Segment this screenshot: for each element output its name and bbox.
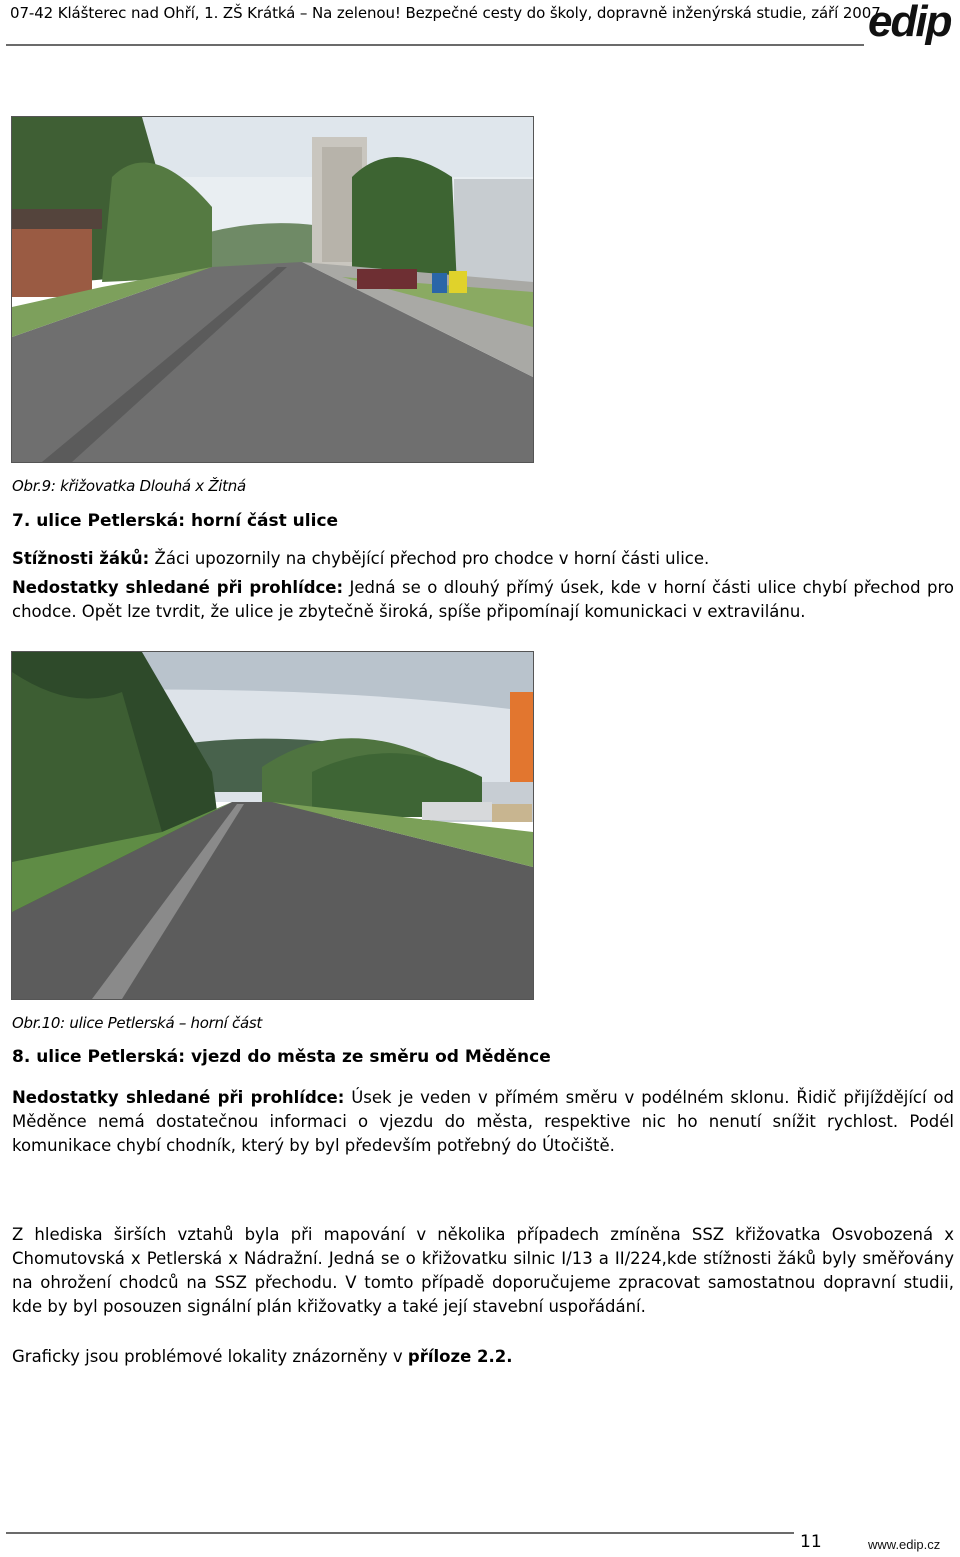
deficiencies-label: Nedostatky shledané při prohlídce: <box>12 1088 345 1107</box>
header-divider <box>6 44 864 46</box>
appendix-text: Graficky jsou problémové lokality znázorněny v <box>12 1347 408 1366</box>
paragraph-wider-relations: Z hlediska širších vztahů byla při mapování v několika případech zmíněna SSZ křižovatka Osvobozená x Chomutovská x Petlerská x Nádražní. Jedná se o křižovatku silnic I/13 a II/224,kde stížnosti žáků byly směřovány na ohrožení chodců na SSZ přechodu. V tomto případě doporučujeme zpracovat samostatnou dopravní studii, kde by byl posouzen signální plán křižovatky a také její stavební uspořádání. <box>12 1225 954 1316</box>
page-header <box>0 0 960 50</box>
footer-divider <box>6 1532 794 1534</box>
deficiencies-text: Jedná se o dlouhý přímý úsek, kde v horní části ulice chybí přechod pro chodce. Opět lze tvrdit, že ulice je zbytečně široká, spíše připomínají komunickaci v extravilánu. <box>12 578 954 621</box>
appendix-link-text: příloze 2.2 <box>407 1347 507 1366</box>
section-7-complaints <box>12 547 954 571</box>
header-title: 07-42 Klášterec nad Ohří, 1. ZŠ Krátká – Na zelenou! Bezpečné cesty do školy, dopravně inženýrská studie, září 2007 <box>10 4 881 22</box>
section-8-heading: 8. ulice Petlerská: vjezd do města ze směru od Měděnce <box>12 1047 551 1067</box>
deficiencies-text: Úsek je veden v přímém směru v podélném sklonu. Řidič přijíždějící od Měděnce nemá dostatečnou informaci o vjezdu do města, respektive nic ho nenutí snížit rychlost. Podél komunikace chybí chodník, který by byl především potřebný do Útočiště. <box>12 1088 954 1155</box>
section-7-heading: 7. ulice Petlerská: horní část ulice <box>12 511 339 531</box>
figure-10-caption: Obr.10: ulice Petlerská – horní část <box>12 1014 262 1032</box>
footer-url: www.edip.cz <box>868 1537 941 1552</box>
edip-logo: edip <box>868 0 951 46</box>
deficiencies-label: Nedostatky shledané při prohlídce: <box>12 578 344 597</box>
appendix-end: . <box>506 1347 513 1366</box>
complaints-label: Stížnosti žáků: <box>12 549 150 568</box>
paragraph-appendix <box>12 1345 954 1369</box>
section-8-deficiencies <box>12 1086 954 1158</box>
section-7-deficiencies <box>12 576 954 624</box>
photo-street-junction <box>11 116 534 463</box>
page-number: 11 <box>800 1532 822 1552</box>
figure-9-caption: Obr.9: křižovatka Dlouhá x Žitná <box>12 477 246 495</box>
photo-petlerska-upper <box>11 651 534 1000</box>
complaints-text: Žáci upozornily na chybějící přechod pro chodce v horní části ulice. <box>149 549 710 568</box>
